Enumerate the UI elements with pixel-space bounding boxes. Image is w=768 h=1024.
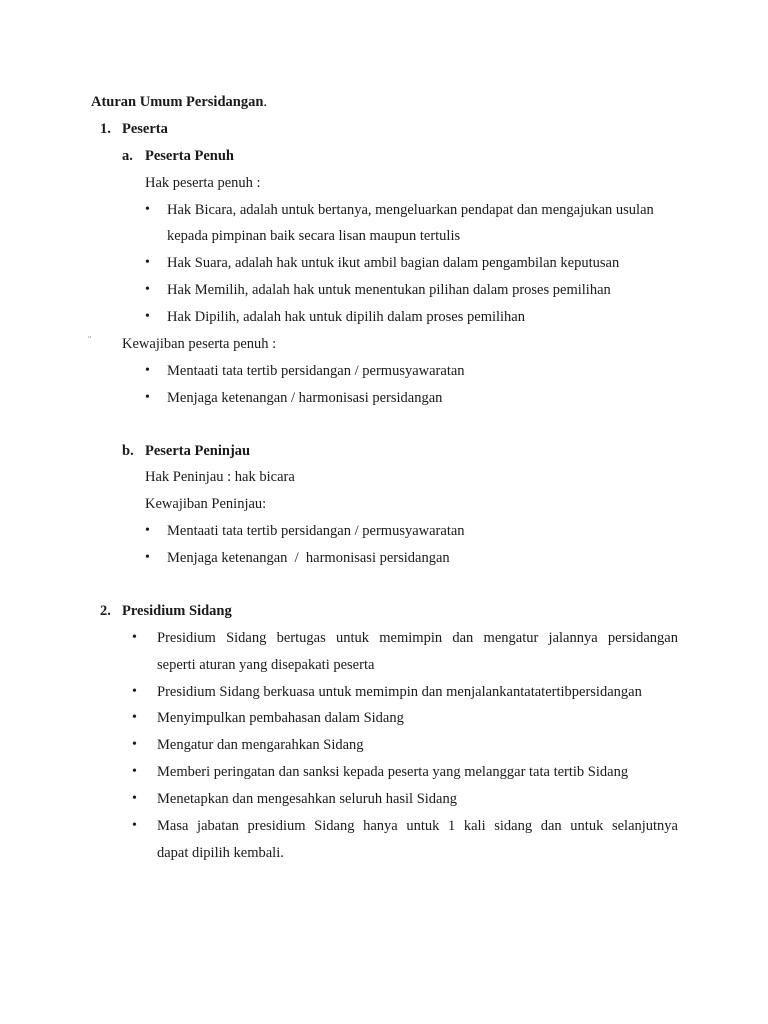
obligations-label: Kewajiban peserta penuh : [122,336,277,352]
bullet: • [132,630,137,645]
subsection-a-letter: a. [122,148,133,164]
list-marker-glyph: ¨ [88,335,92,346]
bullet: • [132,737,137,752]
bullet: • [132,684,137,699]
presidium-item-7-line-2: dapat dipilih kembali. [157,845,284,861]
title-period: . [263,94,268,110]
bullet: • [145,550,150,565]
bullet: • [145,390,150,405]
subsection-a-heading: Peserta Penuh [145,148,234,164]
bullet: • [145,523,150,538]
section-2-heading: Presidium Sidang [122,603,232,619]
right-item-1-line-1: Hak Bicara, adalah untuk bertanya, mengeluarkan pendapat dan mengajukan usulan [167,202,654,218]
presidium-item-6: Menetapkan dan mengesahkan seluruh hasil Sidang [157,791,457,807]
observer-obligations-label: Kewajiban Peninjau: [145,496,267,512]
bullet: • [145,282,150,297]
presidium-item-1-line-1: Presidium Sidang bertugas untuk memimpin dan mengatur jalannya persidangan [157,630,678,646]
section-1-number: 1. [100,121,111,137]
observer-obligation-1: Mentaati tata tertib persidangan / permusyawaratan [167,523,465,539]
bullet: • [132,764,137,779]
observer-obligation-2: Menjaga ketenangan / harmonisasi persidangan [167,550,450,566]
section-2-number: 2. [100,603,111,619]
presidium-item-7-line-1: Masa jabatan presidium Sidang hanya untuk 1 kali sidang dan untuk selanjutnya [157,818,678,834]
rights-label: Hak peserta penuh : [145,175,261,191]
bullet: • [145,255,150,270]
presidium-item-2: Presidium Sidang berkuasa untuk memimpin dan menjalankantatatertibpersidangan [157,684,642,700]
right-item-4: Hak Dipilih, adalah hak untuk dipilih dalam proses pemilihan [167,309,525,325]
presidium-item-3: Menyimpulkan pembahasan dalam Sidang [157,710,404,726]
presidium-item-1-line-2: seperti aturan yang disepakati peserta [157,657,375,673]
presidium-item-5: Memberi peringatan dan sanksi kepada peserta yang melanggar tata tertib Sidang [157,764,629,780]
section-1-heading: Peserta [122,121,168,137]
page-title [91,93,267,111]
right-item-1-line-2: kepada pimpinan baik secara lisan maupun tertulis [167,228,461,244]
presidium-item-4: Mengatur dan mengarahkan Sidang [157,737,364,753]
right-item-3: Hak Memilih, adalah hak untuk menentukan pilihan dalam proses pemilihan [167,282,611,298]
right-item-2: Hak Suara, adalah hak untuk ikut ambil bagian dalam pengambilan keputusan [167,255,620,271]
observer-rights: Hak Peninjau : hak bicara [145,469,295,485]
subsection-b-heading: Peserta Peninjau [145,443,251,459]
obligation-item-2: Menjaga ketenangan / harmonisasi persidangan [167,390,443,406]
bullet: • [145,202,150,217]
obligation-item-1: Mentaati tata tertib persidangan / permusyawaratan [167,363,465,379]
bullet: • [132,710,137,725]
bullet: • [145,363,150,378]
subsection-b-letter: b. [122,443,134,459]
bullet: • [132,818,137,833]
bullet: • [132,791,137,806]
title-text: Aturan Umum Persidangan [91,94,264,110]
bullet: • [145,309,150,324]
